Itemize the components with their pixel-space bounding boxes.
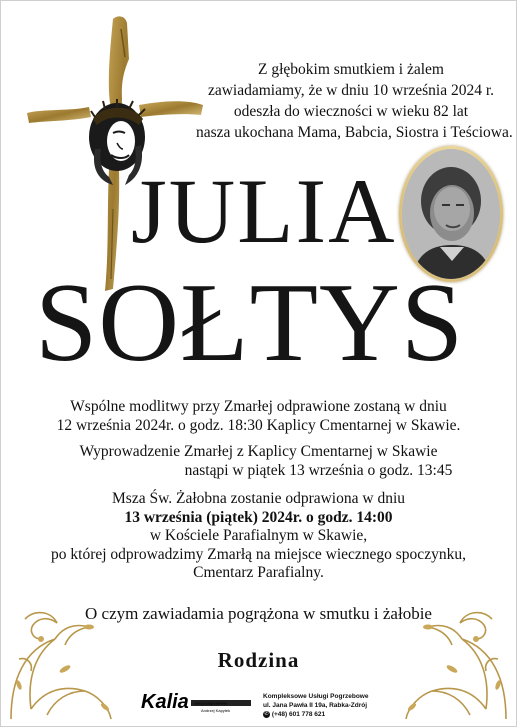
procession-line: nastąpi w piątek 13 września o godz. 13:45 (184, 461, 453, 479)
mass-line: po której odprowadzimy Zmarłą na miejsce wiecznego spoczynku, (51, 545, 466, 563)
intro-line: Z głębokim smutkiem i żalem (258, 61, 444, 78)
prayer-info (1, 398, 516, 435)
funeral-home-logo (141, 690, 256, 716)
mass-line: w Kościele Parafialnym w Skawie, (149, 527, 368, 544)
intro-line: nasza ukochana Mama, Babcia, Siostra i Teściowa. (196, 124, 513, 141)
family-signature: Rodzina (217, 648, 300, 672)
announcement-intro (196, 59, 513, 143)
logo-text: Kalia (141, 691, 189, 713)
floral-ornament-icon (5, 599, 123, 721)
mass-date-line: 13 września (piątek) 2024r. o godz. 14:00 (124, 508, 393, 526)
closing-text: O czym zawiadamia pogrążona w smutku i żałobie (85, 604, 432, 623)
prayer-line: Wspólne modlitwy przy Zmarłej odprawione zostaną w dniu (70, 398, 447, 415)
intro-line: zawiadamiamy, że w dniu 10 września 2024 r. (207, 82, 495, 99)
phone-icon: ✆ (264, 710, 269, 717)
procession-info (1, 443, 516, 480)
company-phone: (+48) 601 778 621 (271, 711, 326, 718)
deceased-first-name: JULIA (131, 160, 397, 262)
logo-owner: Andrzej Kapytek (201, 708, 231, 713)
logo-subtext: usługi pogrzebowe (194, 700, 228, 706)
procession-line: Wyprowadzenie Zmarłej z Kaplicy Cmentarnej w Skawie (79, 443, 438, 460)
floral-ornament-icon (394, 599, 512, 721)
intro-line: odeszła do wieczności w wieku 82 lat (233, 103, 469, 120)
prayer-line: 12 września 2024r. o godz. 18:30 Kaplicy Cmentarnej w Skawie. (56, 416, 461, 434)
company-address: ul. Jana Pawła II 19a, Rabka-Zdrój (263, 702, 368, 709)
company-line: Kompleksowe Usługi Pogrzebowe (263, 693, 369, 700)
portrait-illustration (402, 149, 500, 279)
mass-info (1, 490, 516, 583)
deceased-last-name: SOŁTYS (35, 261, 465, 385)
mass-line: Cmentarz Parafialny. (193, 564, 324, 581)
portrait-photo (402, 149, 500, 279)
company-info (263, 692, 368, 719)
company-phone-row (263, 710, 368, 719)
mass-line: Msza Św. Żałobna zostanie odprawiona w dniu (112, 490, 405, 507)
